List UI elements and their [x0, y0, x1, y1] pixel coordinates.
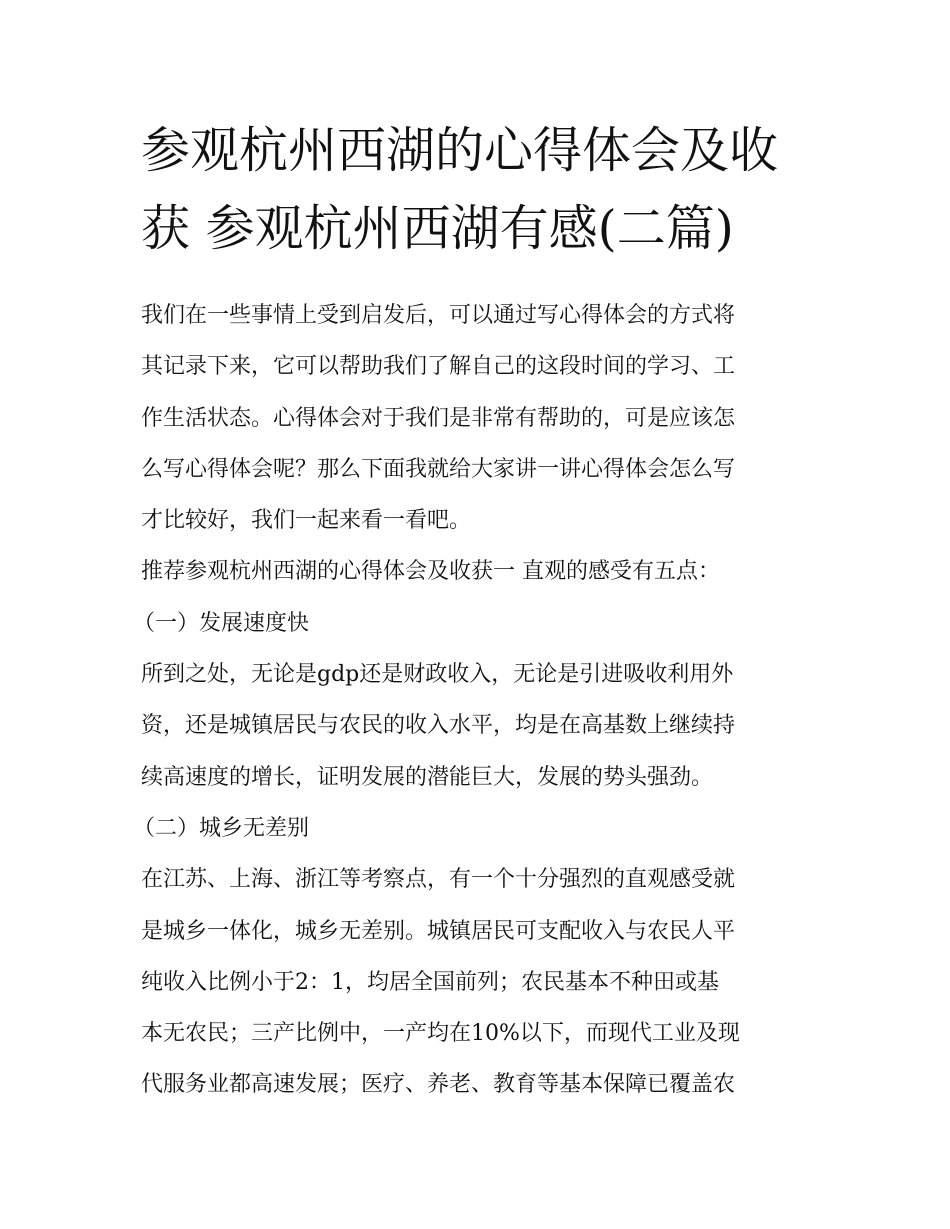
paragraph-line: 代服务业都高速发展；医疗、养老、教育等基本保障已覆盖农: [141, 1072, 736, 1098]
title-line: 参观杭州西湖的心得体会及收: [141, 122, 779, 179]
paragraph-line: 是城乡一体化，城乡无差别。城镇居民可支配收入与农民人平: [141, 918, 736, 944]
paragraph-line: 资，还是城镇居民与农民的收入水平，均是在高基数上继续持: [141, 713, 736, 739]
paragraph-line: 其记录下来，它可以帮助我们了解自己的这段时间的学习、工: [141, 354, 736, 380]
section-heading-2: [133, 803, 813, 854]
paragraph-line: 才比较好，我们一起来看一看吧。: [141, 508, 472, 534]
section-paragraph-2: [141, 854, 813, 1110]
document-body: [133, 290, 813, 1111]
section-heading-1: [133, 598, 813, 649]
paragraph-line: 续高速度的增长，证明发展的潜能巨大，发展的势头强劲。: [141, 764, 714, 790]
paragraph-line: 在江苏、上海、浙江等考察点，有一个十分强烈的直观感受就: [141, 867, 736, 893]
paragraph-line: 本无农民；三产比例中，一产均在10%以下，而现代工业及现: [141, 1021, 740, 1047]
section-heading-text: （一）发展速度快: [133, 610, 310, 636]
paragraph-line: 所到之处，无论是gdp还是财政收入，无论是引进吸收利用外: [141, 662, 734, 688]
title-line: 获 参观杭州西湖有感(二篇): [141, 200, 734, 257]
paragraph-line: 我们在一些事情上受到启发后，可以通过写心得体会的方式将: [141, 303, 736, 328]
intro-paragraph: [141, 290, 813, 546]
paragraph-line: 么写心得体会呢？那么下面我就给大家讲一讲心得体会怎么写: [141, 456, 736, 482]
document-title: [141, 112, 813, 268]
section-paragraph-1: [141, 649, 813, 803]
paragraph-line: 推荐参观杭州西湖的心得体会及收获一 直观的感受有五点：: [141, 559, 720, 585]
recommend-paragraph: [141, 546, 813, 597]
document-content: [133, 112, 813, 1111]
paragraph-line: 纯收入比例小于2：1，均居全国前列；农民基本不种田或基: [141, 969, 719, 995]
paragraph-line: 作生活状态。心得体会对于我们是非常有帮助的，可是应该怎: [141, 405, 736, 431]
section-heading-text: （二）城乡无差别: [133, 815, 310, 841]
